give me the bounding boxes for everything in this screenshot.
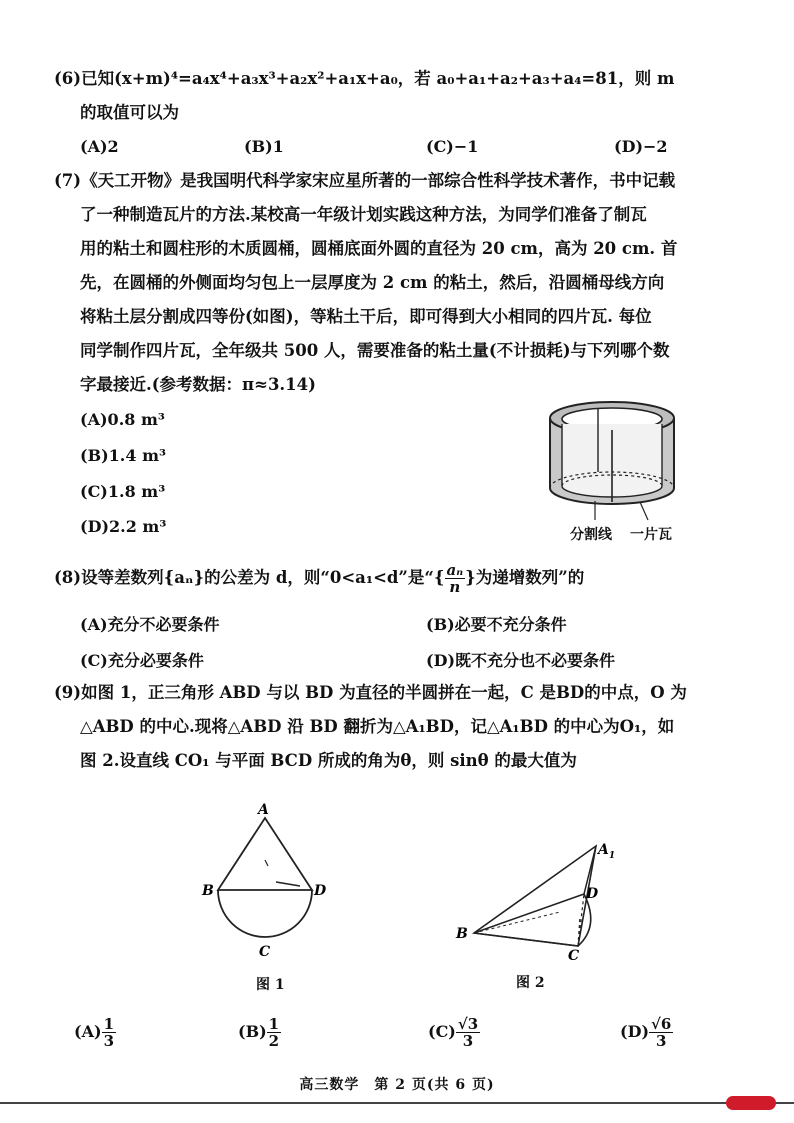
q7-option-c: (C)1.8 m³ [80,482,166,501]
q7-line-7: 字最接近.(参考数据：π≈3.14) [80,375,316,394]
q9-line-1: (9)如图 1，正三角形 ABD 与以 BD 为直径的半圆拼在一起，C 是BD的中点，O 为 [54,683,687,702]
q9-option-b-den: 2 [268,1032,280,1050]
q6-option-a: (A)2 [80,137,119,156]
q9-option-d-den: 3 [655,1032,667,1050]
q8-fraction-numerator: aₙ [446,561,464,579]
q7-option-a: (A)0.8 m³ [80,410,165,429]
fig2-label-a1 [596,842,615,861]
q8-option-b: (B)必要不充分条件 [426,615,567,634]
q9-option-d-label: (D) [620,1022,650,1041]
q9-option-c-num: √3 [457,1015,479,1033]
fig2-label-a1-letter: A [598,842,609,858]
q7-line-4: 先，在圆桶的外侧面均匀包上一层厚度为 2 cm 的粘土，然后，沿圆桶母线方向 [80,273,665,292]
q9-option-b-fraction [267,1016,281,1049]
q9-option-c-fraction [456,1016,480,1049]
q8-option-d: (D)既不充分也不必要条件 [426,651,616,670]
figure-1-caption: 图 1 [256,977,285,993]
q9-option-a-label: (A) [74,1022,102,1041]
q7-line-5: 将粘土层分割成四等份(如图)，等粘土干后，即可得到大小相同的四片瓦. 每位 [80,307,652,326]
q7-option-d: (D)2.2 m³ [80,517,167,536]
q8-fraction-denominator: n [449,578,461,596]
q6-line-2: 的取值可以为 [80,103,179,122]
q9-option-d [620,1016,673,1049]
q7-line-2: 了一种制造瓦片的方法.某校高一年级计划实践这种方法，为同学们准备了制瓦 [80,205,647,224]
q7-line-6: 同学制作四片瓦，全年级共 500 人，需要准备的粘土量(不计损耗)与下列哪个数 [80,341,670,360]
q8-stem [54,562,584,595]
fig2-label-b: B [456,926,468,942]
q6-line-1: (6)已知(x+m)⁴=a₄x⁴+a₃x³+a₂x²+a₁x+a₀，若 a₀+a₁+a₂+a₃+a₄=81，则 m [54,69,675,88]
q9-option-a-den: 3 [103,1032,114,1050]
q7-line-1: (7)《天工开物》是我国明代科学家宋应星所著的一部综合性科学技术著作，书中记载 [54,171,676,190]
q9-option-c-label: (C) [428,1022,456,1041]
one-tile-label: 一片瓦 [630,527,672,543]
q9-option-c-den: 3 [462,1032,474,1050]
q9-option-d-fraction [649,1016,673,1049]
q6-option-b: (B)1 [244,137,284,156]
footer-rule [0,1102,794,1104]
tile-cylinder-figure [540,396,690,526]
q7-line-3: 用的粘土和圆柱形的木质圆桶，圆桶底面外圆的直径为 20 cm，高为 20 cm. 首 [80,239,678,258]
q9-option-b-label: (B) [238,1022,267,1041]
q9-option-d-num: √6 [651,1015,672,1033]
fig1-label-b: B [202,883,214,899]
q6-option-c: (C)−1 [426,137,479,156]
q9-option-c [428,1016,480,1049]
q6-option-d: (D)−2 [614,137,668,156]
fig2-label-c: C [568,948,580,964]
q8-option-a: (A)充分不必要条件 [80,615,220,634]
q9-option-b-num: 1 [268,1015,280,1033]
q8-fraction [445,562,466,595]
q9-option-a [74,1016,116,1049]
q7-option-b: (B)1.4 m³ [80,446,167,465]
fig2-label-d: D [586,886,599,902]
q8-option-c: (C)充分必要条件 [80,651,204,670]
q9-option-a-fraction [102,1016,116,1049]
q8-stem-suffix: }为递增数列”的 [465,568,585,587]
fig1-label-d: D [314,883,327,899]
figure-1 [196,796,346,966]
split-line-label: 分割线 [570,527,612,543]
figure-2-caption: 图 2 [516,975,545,991]
red-page-tab [726,1096,776,1110]
fig1-label-a: A [258,802,269,818]
fig2-label-a1-subscript: 1 [608,851,616,861]
figure-2 [452,836,622,966]
q9-line-3: 图 2.设直线 CO₁ 与平面 BCD 所成的角为θ，则 sinθ 的最大值为 [80,751,577,770]
fig1-label-c: C [259,944,271,960]
q9-option-a-num: 1 [103,1015,114,1033]
q9-option-b [238,1016,281,1049]
q9-line-2: △ABD 的中心.现将△ABD 沿 BD 翻折为△A₁BD，记△A₁BD 的中心为O₁，如 [80,717,675,736]
page-footer: 高三数学 第 2 页(共 6 页) [299,1077,495,1093]
q8-stem-prefix: (8)设等差数列{aₙ}的公差为 d，则“0<a₁<d”是“{ [54,568,445,587]
